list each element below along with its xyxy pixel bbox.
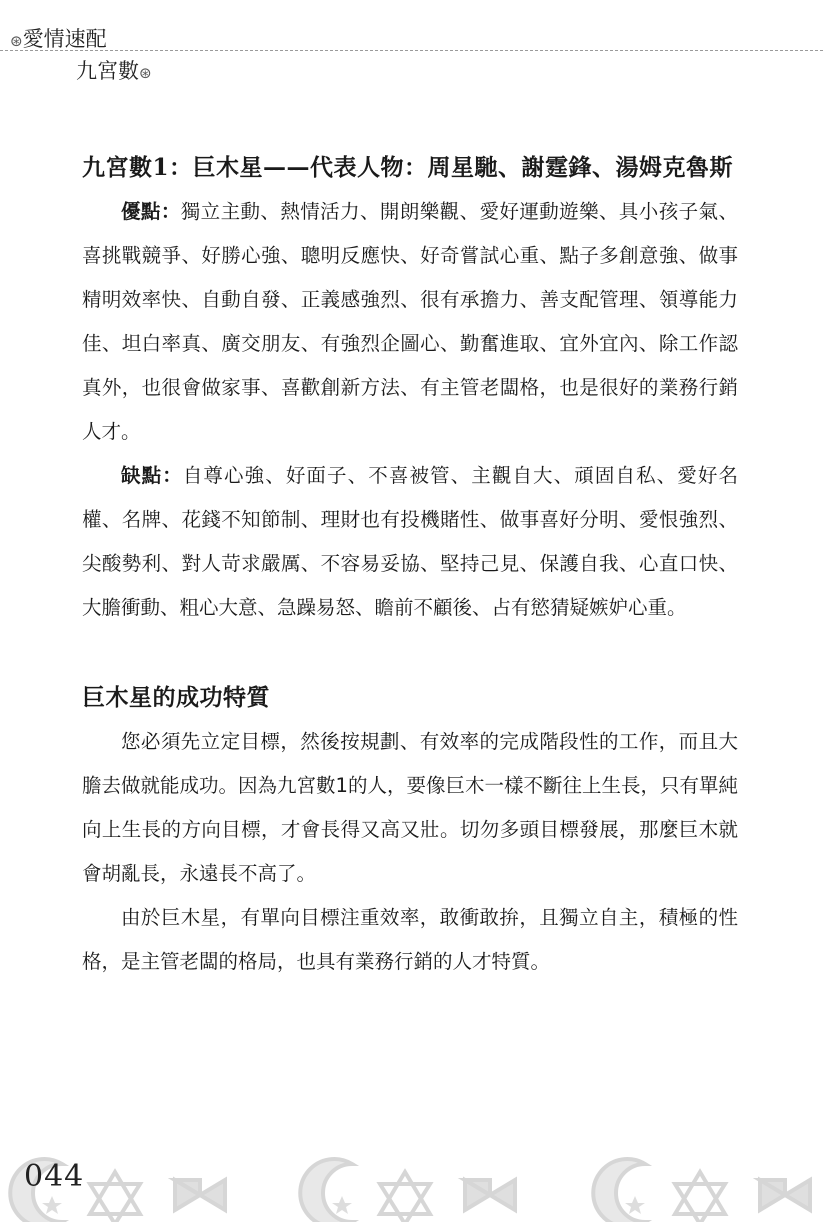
disadvantages-text: 自尊心強、好面子、不喜被管、主觀自大、頑固自私、愛好名權、名牌、花錢不知節制、理財也有投機賭性、做事喜好分明、愛恨強烈、尖酸勢利、對人苛求嚴厲、不容易妥協、堅持己見、保護自我、心直口快、大膽衝動、粗心大意、急躁易怒、瞻前不顧後、占有慾猜疑嫉妒心重。 xyxy=(82,464,738,619)
star-of-david-icon xyxy=(90,1172,140,1222)
ornament-icon: ⊛ xyxy=(139,64,152,82)
paragraph-disadvantages xyxy=(82,454,738,630)
header-divider xyxy=(0,50,823,51)
disadvantages-label: 缺點： xyxy=(121,464,183,487)
cross-icon xyxy=(760,1180,810,1210)
crescent-star-icon xyxy=(300,1159,352,1222)
section-heading: 巨木星的成功特質 xyxy=(82,684,270,711)
crescent-star-icon xyxy=(593,1159,645,1222)
header-section-title: 九宮數 xyxy=(76,59,139,83)
cross-icon xyxy=(175,1180,225,1210)
advantages-text: 獨立主動、熱情活力、開朗樂觀、愛好運動遊樂、具小孩子氣、喜挑戰競爭、好勝心強、聰明反應快、好奇嘗試心重、點子多創意強、做事精明效率快、自動自發、正義感強烈、很有承擔力、善支配管理、領導能力佳、坦白率真、廣交朋友、有強烈企圖心、勤奮進取、宜外宜內、除工作認真外，也很會做家事、喜歡創新方法、有主管老闆格，也是很好的業務行銷人才。 xyxy=(82,200,738,443)
page-number: 044 xyxy=(24,1159,85,1194)
ornament-icon: ⊛ xyxy=(10,32,23,50)
section-heading: 九宮數1：巨木星——代表人物：周星馳、謝霆鋒、湯姆克魯斯 xyxy=(82,154,734,181)
footer-decoration xyxy=(0,1150,823,1222)
header-section xyxy=(76,58,152,86)
star-of-david-icon xyxy=(675,1172,725,1222)
paragraph: 由於巨木星，有單向目標注重效率，敢衝敢拚，且獨立自主，積極的性格，是主管老闆的格局，也具有業務行銷的人才特質。 xyxy=(82,906,738,973)
header-chapter-title: 愛情速配 xyxy=(22,27,107,51)
running-header xyxy=(0,0,823,90)
cross-icon xyxy=(465,1180,515,1210)
page-body xyxy=(82,146,738,984)
paragraph: 您必須先立定目標，然後按規劃、有效率的完成階段性的工作，而且大膽去做就能成功。因為九宮數1的人，要像巨木一樣不斷往上生長，只有單純向上生長的方向目標，才會長得又高又壯。切勿多頭目標發展，那麼巨木就會胡亂長，永遠長不高了。 xyxy=(82,730,738,885)
paragraph-advantages xyxy=(82,190,738,454)
advantages-label: 優點： xyxy=(121,200,181,223)
star-of-david-icon xyxy=(380,1172,430,1222)
